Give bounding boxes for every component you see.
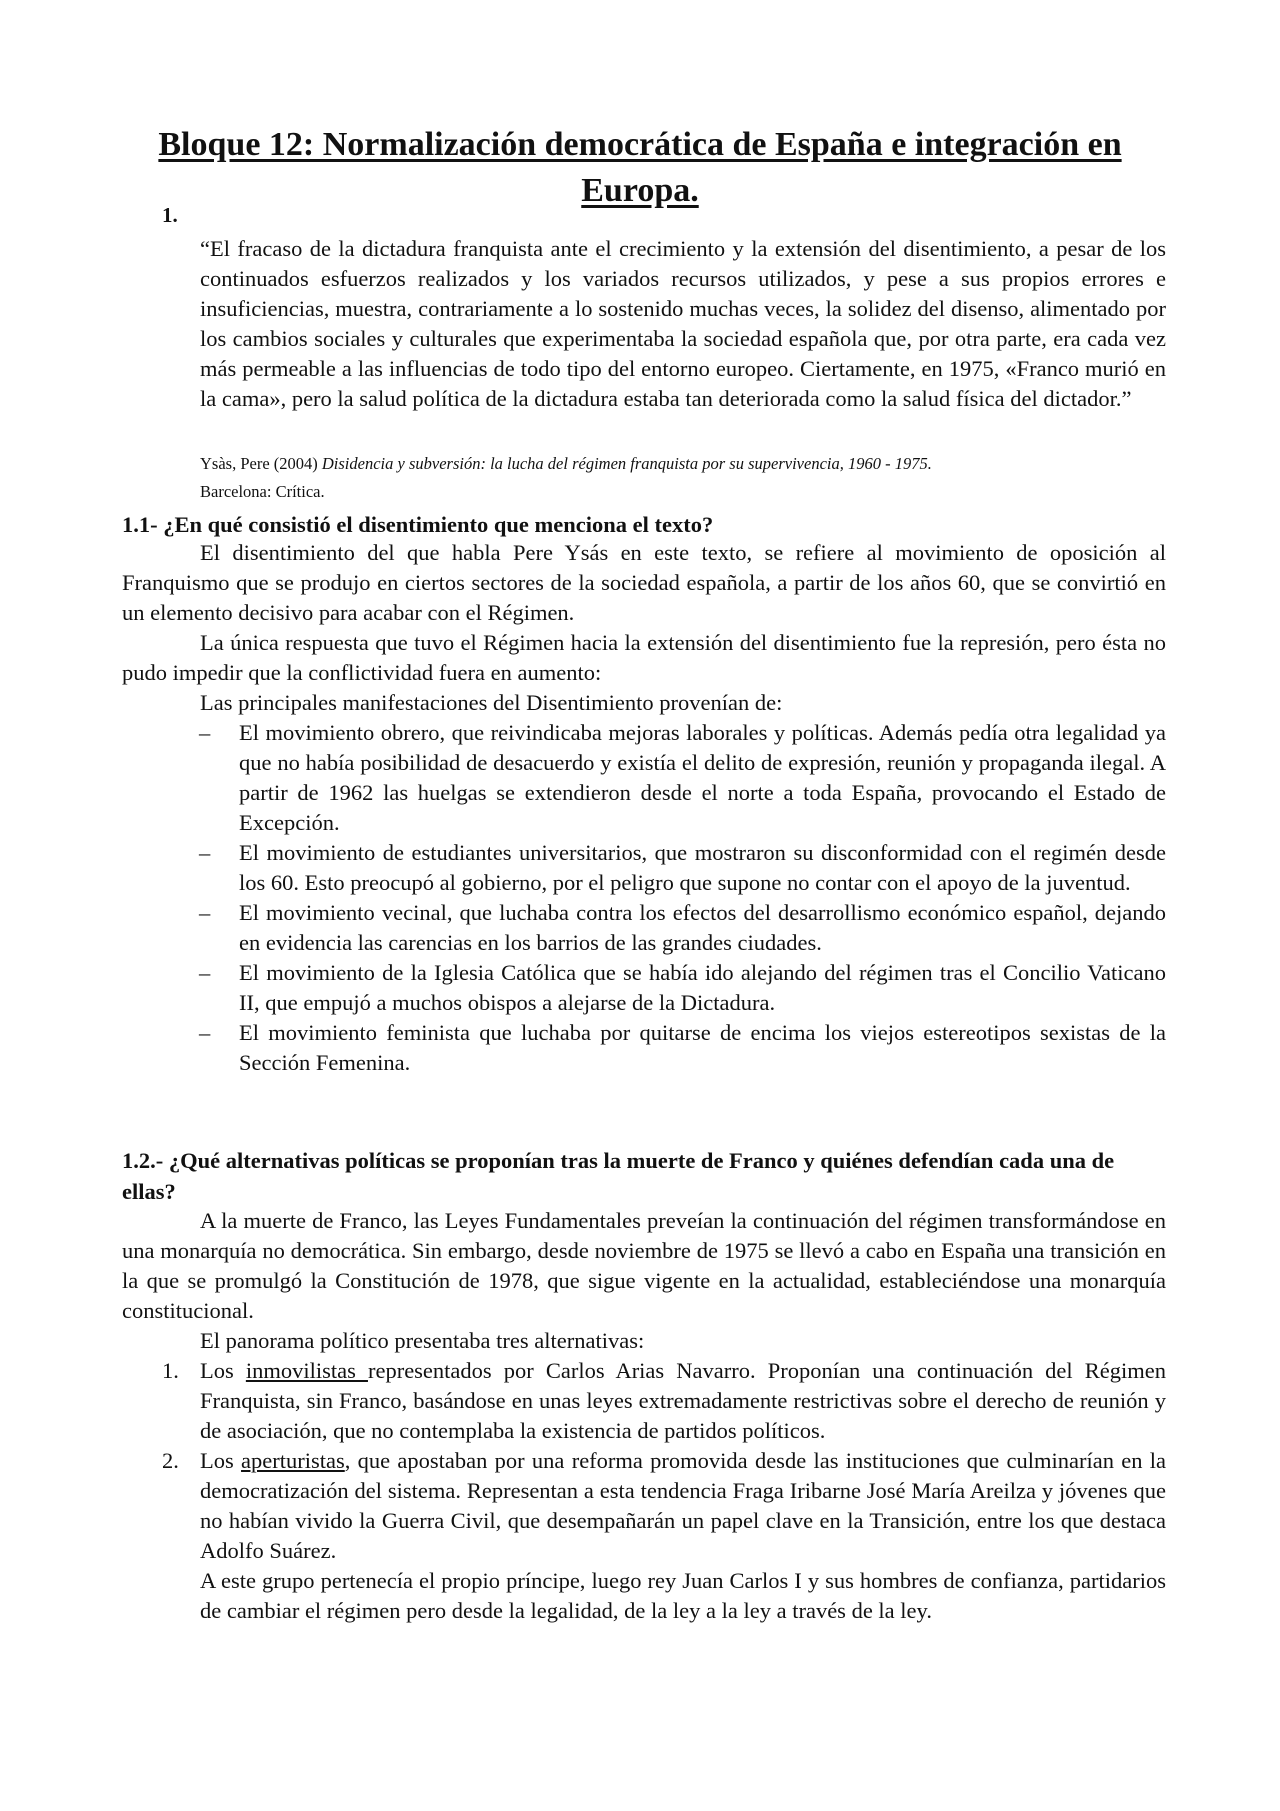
list-item [199,898,1166,958]
dash-bullet: – [199,840,211,865]
list-item-text: El movimiento obrero, que reivindicaba mejoras laborales y políticas. Además pedía otra legalidad ya que no había posibilidad de desacuerdo y existía el delito de expresión, reunión y propaganda ilegal. A partir de 1962 las huelgas se extendieron desde el norte a toda España, provocando el Estado de Excepción. [239,720,1166,835]
list-number: 2. [162,1448,179,1473]
quote-citation [200,450,1166,506]
term-aperturistas: aperturistas [241,1448,345,1473]
list-item-text: , que apostaban por una reforma promovida desde las instituciones que culminarían en la democratización del sistema. Representan a esta tendencia Fraga Iribarne José María Areilza y jóvenes que no habían vivido la Guerra Civil, que desempañarán un papel clave en la Transición, entre los que destaca Adolfo Suárez. [200,1448,1167,1563]
document-title: Bloque 12: Normalización democrática de España e integración en Europa. [158,126,1122,209]
list-item-text: El movimiento vecinal, que luchaba contra los efectos del desarrollismo económico español, dejando en evidencia las carencias en los barrios de las grandes ciudades. [239,900,1166,955]
question-1-1-heading: 1.1- ¿En qué consistió el disentimiento que menciona el texto? [122,512,714,537]
source-quote [200,234,1166,414]
term-inmovilistas: inmovilistas [245,1358,368,1383]
answer-paragraph: A la muerte de Franco, las Leyes Fundamentales preveían la continuación del régimen transformándose en una monarquía no democrática. Sin embargo, desde noviembre de 1975 se llevó a cabo en España una transición en la que se promulgó la Constitución de 1978, que sigue vigente en la actualidad, estableciéndose una monarquía constitucional. [122,1208,1166,1323]
dissent-list [122,718,1166,1078]
answer-paragraph: El disentimiento del que habla Pere Ysás en este texto, se refiere al movimiento de oposición al Franquismo que se produjo en ciertos sectores de la sociedad española, a partir de los años 60, que se convirtió en un elemento decisivo para acabar con el Régimen. [122,540,1166,625]
answer-paragraph: La única respuesta que tuvo el Régimen hacia la extensión del disentimiento fue la represión, pero ésta no pudo impedir que la conflictividad fuera en aumento: [122,630,1166,685]
list-item-text: representados por Carlos Arias Navarro. Proponían una continuación del Régimen Franquista, sin Franco, basándose en unas leyes extremadamente restrictivas sobre el derecho de reunión y de asociación, que no contemplaba la existencia de partidos políticos. [200,1358,1166,1443]
list-item [162,1356,1166,1446]
list-item-text: El movimiento de la Iglesia Católica que se había ido alejando del régimen tras el Concilio Vaticano II, que empujó a muchos obispos a alejarse de la Dictadura. [239,960,1166,1015]
answer-1-1 [122,538,1166,1078]
dash-bullet: – [199,1020,211,1045]
list-item-lead: Los [200,1358,246,1383]
answer-paragraph: Las principales manifestaciones del Disentimiento provenían de: [200,690,783,715]
dash-bullet: – [199,720,211,745]
list-item-text: El movimiento feminista que luchaba por quitarse de encima los viejos estereotipos sexistas de la Sección Femenina. [239,1020,1166,1075]
citation-work: Disidencia y subversión: la lucha del régimen franquista por su supervivencia, 1960 - 1975. [321,454,932,473]
list-item-text: El movimiento de estudiantes universitarios, que mostraron su disconformidad con el regimén desde los 60. Esto preocupó al gobierno, por el peligro que supone no contar con el apoyo de la juventud. [239,840,1166,895]
list-item [162,1446,1167,1626]
dash-bullet: – [199,960,211,985]
question-1-2-heading: 1.2.- ¿Qué alternativas políticas se proponían tras la muerte de Franco y quiénes defendían cada una de ellas? [122,1148,1115,1204]
list-item-lead: Los [200,1448,242,1473]
citation-publisher: Barcelona: Crítica. [200,482,325,501]
answer-paragraph: A este grupo pertenecía el propio príncipe, luego rey Juan Carlos I y sus hombres de confianza, partidarios de cambiar el régimen pero desde la legalidad, de la ley a la ley a través de la ley. [200,1568,1166,1623]
list-number: 1. [162,1358,179,1383]
answer-paragraph: El panorama político presentaba tres alternativas: [200,1328,645,1353]
alternatives-list [122,1356,1166,1626]
list-item [199,958,1166,1018]
list-item [199,718,1166,838]
list-item [199,1018,1166,1078]
list-item [199,838,1166,898]
quote-text: “El fracaso de la dictadura franquista ante el crecimiento y la extensión del disentimiento, a pesar de los continuados esfuerzos realizados y los variados recursos utilizados, y pese a sus propios errores e insuficiencias, muestra, contrariamente a lo sostenido muchas veces, la solidez del disenso, alimentado por los cambios sociales y culturales que experimentaba la sociedad española que, por otra parte, era cada vez más permeable a las influencias de todo tipo del entorno europeo. Ciertamente, en 1975, «Franco murió en la cama», pero la salud política de la dictadura estaba tan deteriorada como la salud física del dictador.” [200,236,1166,411]
dash-bullet: – [199,900,211,925]
section-number: 1. [162,203,178,227]
answer-1-2 [122,1206,1166,1626]
citation-author: Ysàs, Pere (2004) [200,454,322,473]
